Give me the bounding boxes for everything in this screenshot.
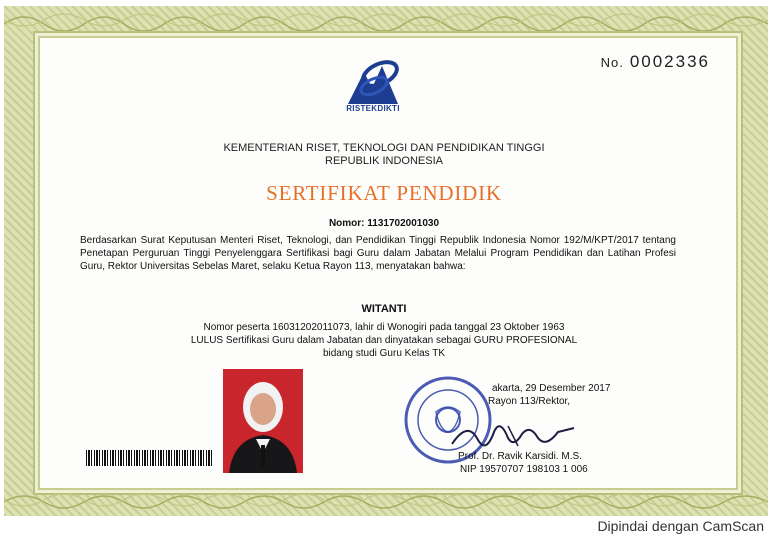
recipient-photo [223,369,303,473]
signer-name: Prof. Dr. Ravik Karsidi. M.S. [458,451,582,462]
signer-role: Rayon 113/Rektor, [488,396,571,407]
serial-value: 0002336 [629,52,710,71]
guilloche-border-top [4,6,768,36]
recipient-birth-details: Nomor peserta 16031202011073, lahir di Wonogiri pada tanggal 23 Oktober 1963 [203,322,565,333]
country-name: REPUBLIK INDONESIA [325,155,443,167]
signing-place-date: akarta, 29 Desember 2017 [492,383,611,394]
serial-number [601,52,710,72]
certificate-title: SERTIFIKAT PENDIDIK [266,181,502,205]
signer-nip: NIP 19570707 198103 1 006 [460,464,588,475]
subject-field: bidang studi Guru Kelas TK [322,348,446,359]
logo-label: RISTEKDIKTI [346,104,400,113]
handwritten-signature [448,414,580,456]
certificate-body: Berdasarkan Surat Keputusan Menteri Riset, Teknologi, dan Pendidikan Tinggi Republik Indonesia Nomor 192/M/KPT/2017 tentang Penetapan Perguruan Tinggi Penyelenggara Sertifikasi bagi Guru dalam Jabatan Melalui Program Pendidikan dan Latihan Profesi Guru, Rektor Universitas Sebelas Maret, selaku Ketua Rayon 113, menyatakan bahwa: [80,235,676,272]
scanner-watermark: Dipindai dengan CamScan [597,518,764,534]
barcode [86,450,214,466]
serial-prefix: No. [600,55,624,70]
certificate-number: Nomor: 1131702001030 [328,218,440,229]
guilloche-border-bottom [4,490,768,516]
recipient-name: WITANTI [361,303,407,315]
certification-status: LULUS Sertifikasi Guru dalam Jabatan dan dinyatakan sebagai GURU PROFESIONAL [190,335,578,346]
ministry-name: KEMENTERIAN RISET, TEKNOLOGI DAN PENDIDIKAN TINGGI [223,142,545,154]
